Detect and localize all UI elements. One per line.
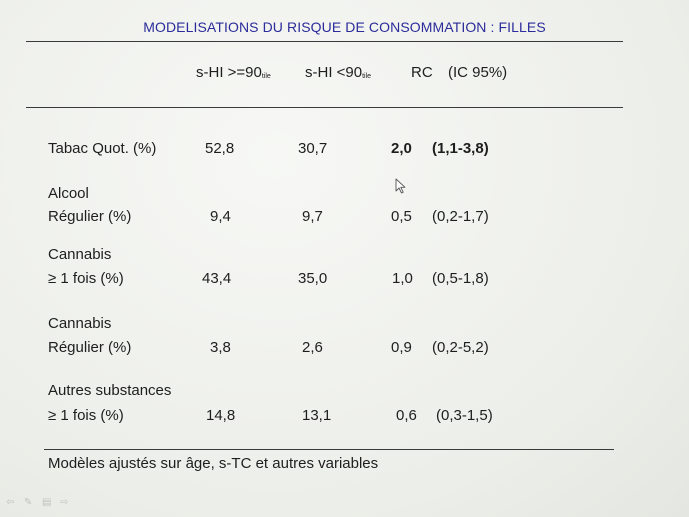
row-cannabis-1fois-label-1: Cannabis bbox=[48, 246, 112, 263]
row-cannabis-1fois-label-2: ≥ 1 fois (%) bbox=[48, 270, 124, 287]
header-col-shi-low-sub: tile bbox=[362, 73, 372, 80]
row-autres-shi-low: 13,1 bbox=[302, 407, 332, 424]
row-cannabis-regulier-shi-high: 3,8 bbox=[210, 339, 231, 356]
footnote: Modèles ajustés sur âge, s-TC et autres variables bbox=[48, 455, 379, 472]
row-tabac-rc: 2,0 bbox=[391, 140, 412, 157]
header-col-shi-high bbox=[196, 64, 271, 81]
row-autres-label-2: ≥ 1 fois (%) bbox=[48, 407, 124, 424]
row-alcool-label-2: Régulier (%) bbox=[48, 208, 132, 225]
header-col-shi-high-sub: tile bbox=[261, 73, 271, 80]
row-cannabis-regulier-ic: (0,2-5,2) bbox=[432, 339, 489, 356]
row-cannabis-1fois-shi-high: 43,4 bbox=[202, 270, 232, 287]
slides-menu-icon[interactable]: ▤ bbox=[42, 497, 52, 508]
header-col-ic: (IC 95%) bbox=[448, 64, 508, 81]
presenter-toolbar[interactable] bbox=[6, 498, 72, 508]
row-alcool-label-1: Alcool bbox=[48, 185, 89, 202]
row-alcool-ic: (0,2-1,7) bbox=[432, 208, 489, 225]
row-alcool-shi-low: 9,7 bbox=[302, 208, 323, 225]
previous-arrow-icon[interactable]: ⇦ bbox=[6, 497, 15, 508]
mouse-cursor-icon bbox=[395, 178, 407, 194]
title-rule bbox=[26, 41, 623, 42]
header-col-shi-low bbox=[305, 64, 371, 81]
row-cannabis-1fois-rc: 1,0 bbox=[392, 270, 413, 287]
row-cannabis-1fois-shi-low: 35,0 bbox=[298, 270, 328, 287]
header-col-shi-low-main: s-HI <90 bbox=[305, 64, 363, 81]
footer-rule bbox=[44, 449, 614, 450]
row-tabac-label: Tabac Quot. (%) bbox=[48, 140, 157, 157]
row-autres-ic: (0,3-1,5) bbox=[436, 407, 493, 424]
row-cannabis-regulier-label-2: Régulier (%) bbox=[48, 339, 132, 356]
row-tabac-shi-low: 30,7 bbox=[298, 140, 328, 157]
row-autres-rc: 0,6 bbox=[396, 407, 417, 424]
slide-title: MODELISATIONS DU RISQUE DE CONSOMMATION : FILLES bbox=[143, 19, 546, 35]
pen-icon[interactable]: ✎ bbox=[24, 497, 33, 508]
header-col-rc: RC bbox=[411, 64, 433, 81]
header-col-shi-high-main: s-HI >=90 bbox=[196, 64, 262, 81]
row-cannabis-regulier-rc: 0,9 bbox=[391, 339, 412, 356]
header-rule bbox=[26, 107, 623, 108]
row-autres-shi-high: 14,8 bbox=[206, 407, 236, 424]
row-cannabis-1fois-ic: (0,5-1,8) bbox=[432, 270, 489, 287]
row-alcool-rc: 0,5 bbox=[391, 208, 412, 225]
next-arrow-icon[interactable]: ⇨ bbox=[60, 497, 69, 508]
row-cannabis-regulier-label-1: Cannabis bbox=[48, 315, 112, 332]
row-tabac-ic: (1,1-3,8) bbox=[432, 140, 489, 157]
row-cannabis-regulier-shi-low: 2,6 bbox=[302, 339, 323, 356]
row-tabac-shi-high: 52,8 bbox=[205, 140, 235, 157]
row-alcool-shi-high: 9,4 bbox=[210, 208, 231, 225]
row-autres-label-1: Autres substances bbox=[48, 382, 172, 399]
